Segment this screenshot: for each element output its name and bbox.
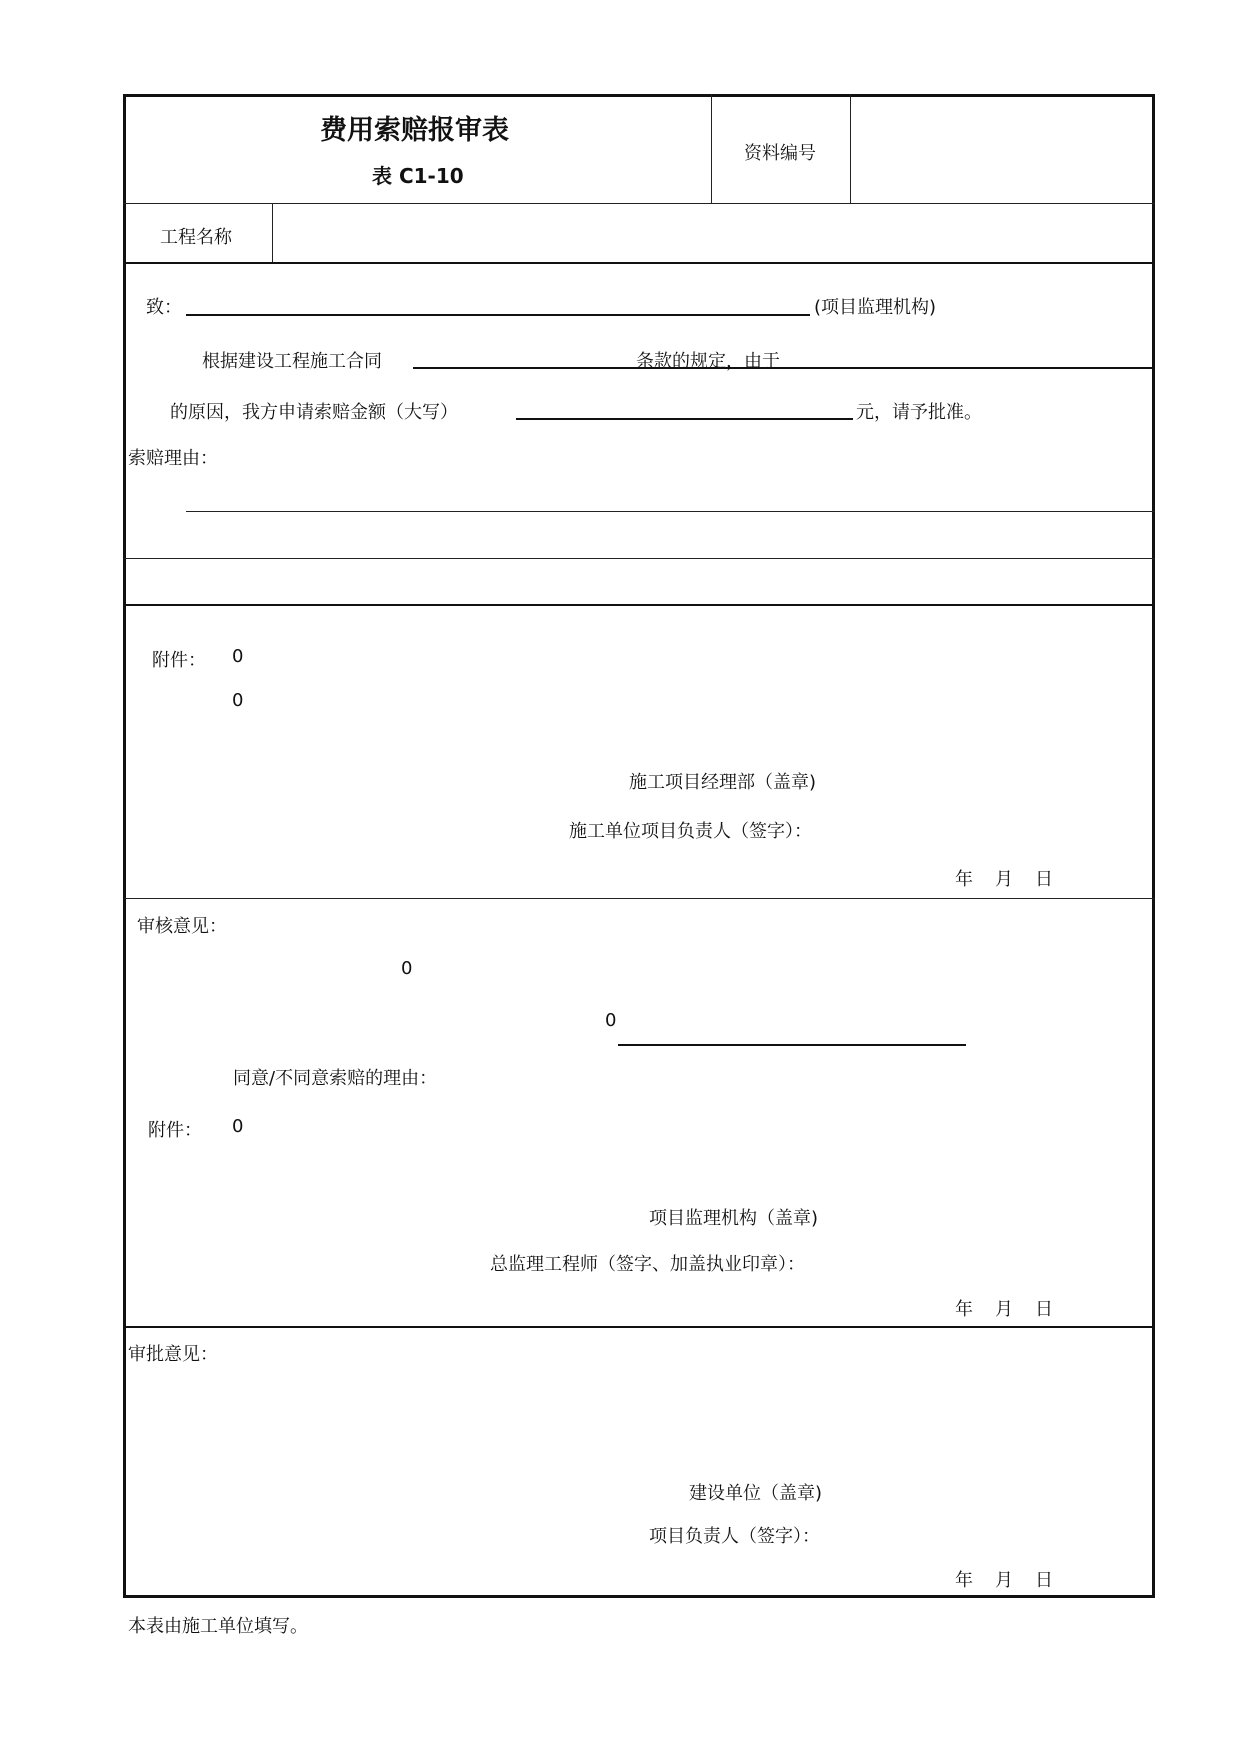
header-divider-1 bbox=[711, 94, 712, 203]
doc-no-field[interactable] bbox=[852, 96, 1152, 202]
application-date-day: 日 bbox=[1035, 869, 1053, 890]
claim-reason-underline[interactable] bbox=[186, 511, 1155, 512]
project-name-field[interactable] bbox=[274, 205, 1152, 261]
amount-underline[interactable] bbox=[516, 418, 853, 420]
review-attach-value: 0 bbox=[232, 1116, 244, 1137]
row-divider-blank bbox=[123, 604, 1155, 606]
application-attach-2: 0 bbox=[232, 690, 244, 711]
to-underline[interactable] bbox=[186, 314, 810, 316]
row-divider-review bbox=[123, 1326, 1155, 1328]
supervisor-seal-line: 项目监理机构（盖章) bbox=[649, 1208, 819, 1229]
claim-reason-label: 索赔理由： bbox=[128, 448, 218, 469]
row-divider-application bbox=[123, 898, 1155, 899]
owner-seal-line: 建设单位（盖章) bbox=[689, 1483, 823, 1504]
review-reason-label: 同意/不同意索赔的理由： bbox=[233, 1068, 438, 1089]
application-attach-label: 附件： bbox=[152, 650, 206, 671]
review-attach-label: 附件： bbox=[148, 1120, 202, 1141]
contract-clause: 条款的规定，由于 bbox=[636, 351, 780, 372]
form-title: 费用索赔报审表 bbox=[320, 115, 509, 146]
approval-label: 审批意见： bbox=[128, 1344, 218, 1365]
to-suffix: (项目监理机构) bbox=[814, 297, 937, 318]
approval-date-year: 年 bbox=[955, 1570, 973, 1591]
review-label: 审核意见： bbox=[137, 916, 227, 937]
header-divider-2 bbox=[850, 94, 851, 203]
to-label: 致： bbox=[146, 297, 182, 318]
chief-engineer-signer-line: 总监理工程师（签字、加盖执业印章）： bbox=[490, 1254, 805, 1275]
contractor-seal-line: 施工项目经理部（盖章) bbox=[629, 772, 817, 793]
contract-underline[interactable] bbox=[413, 367, 1155, 369]
application-date-month: 月 bbox=[995, 869, 1013, 890]
project-name-label: 工程名称 bbox=[160, 227, 232, 248]
doc-no-label: 资料编号 bbox=[744, 143, 816, 164]
row-divider-reason bbox=[123, 558, 1155, 559]
form-code: 表 C1-10 bbox=[372, 164, 464, 188]
contractor-signer-line: 施工单位项目负责人（签字）： bbox=[569, 821, 812, 842]
approval-date-day: 日 bbox=[1035, 1570, 1053, 1591]
review-amount-underline[interactable] bbox=[618, 1044, 966, 1046]
form-frame bbox=[123, 94, 1155, 1598]
row-divider-header bbox=[123, 203, 1155, 204]
owner-signer-line: 项目负责人（签字）： bbox=[649, 1526, 820, 1547]
reason-prefix: 的原因，我方申请索赔金额（大写） bbox=[170, 402, 458, 423]
review-value-2: 0 bbox=[605, 1010, 617, 1031]
approval-date-month: 月 bbox=[995, 1570, 1013, 1591]
review-date-day: 日 bbox=[1035, 1299, 1053, 1320]
application-attach-1: 0 bbox=[232, 646, 244, 667]
review-value-1: 0 bbox=[401, 958, 413, 979]
project-divider bbox=[272, 203, 273, 263]
row-divider-project bbox=[123, 262, 1155, 264]
amount-suffix: 元，请予批准。 bbox=[856, 402, 982, 423]
contract-prefix: 根据建设工程施工合同 bbox=[202, 351, 382, 372]
review-date-month: 月 bbox=[995, 1299, 1013, 1320]
review-date-year: 年 bbox=[955, 1299, 973, 1320]
footer-note: 本表由施工单位填写。 bbox=[128, 1616, 308, 1637]
application-date-year: 年 bbox=[955, 869, 973, 890]
